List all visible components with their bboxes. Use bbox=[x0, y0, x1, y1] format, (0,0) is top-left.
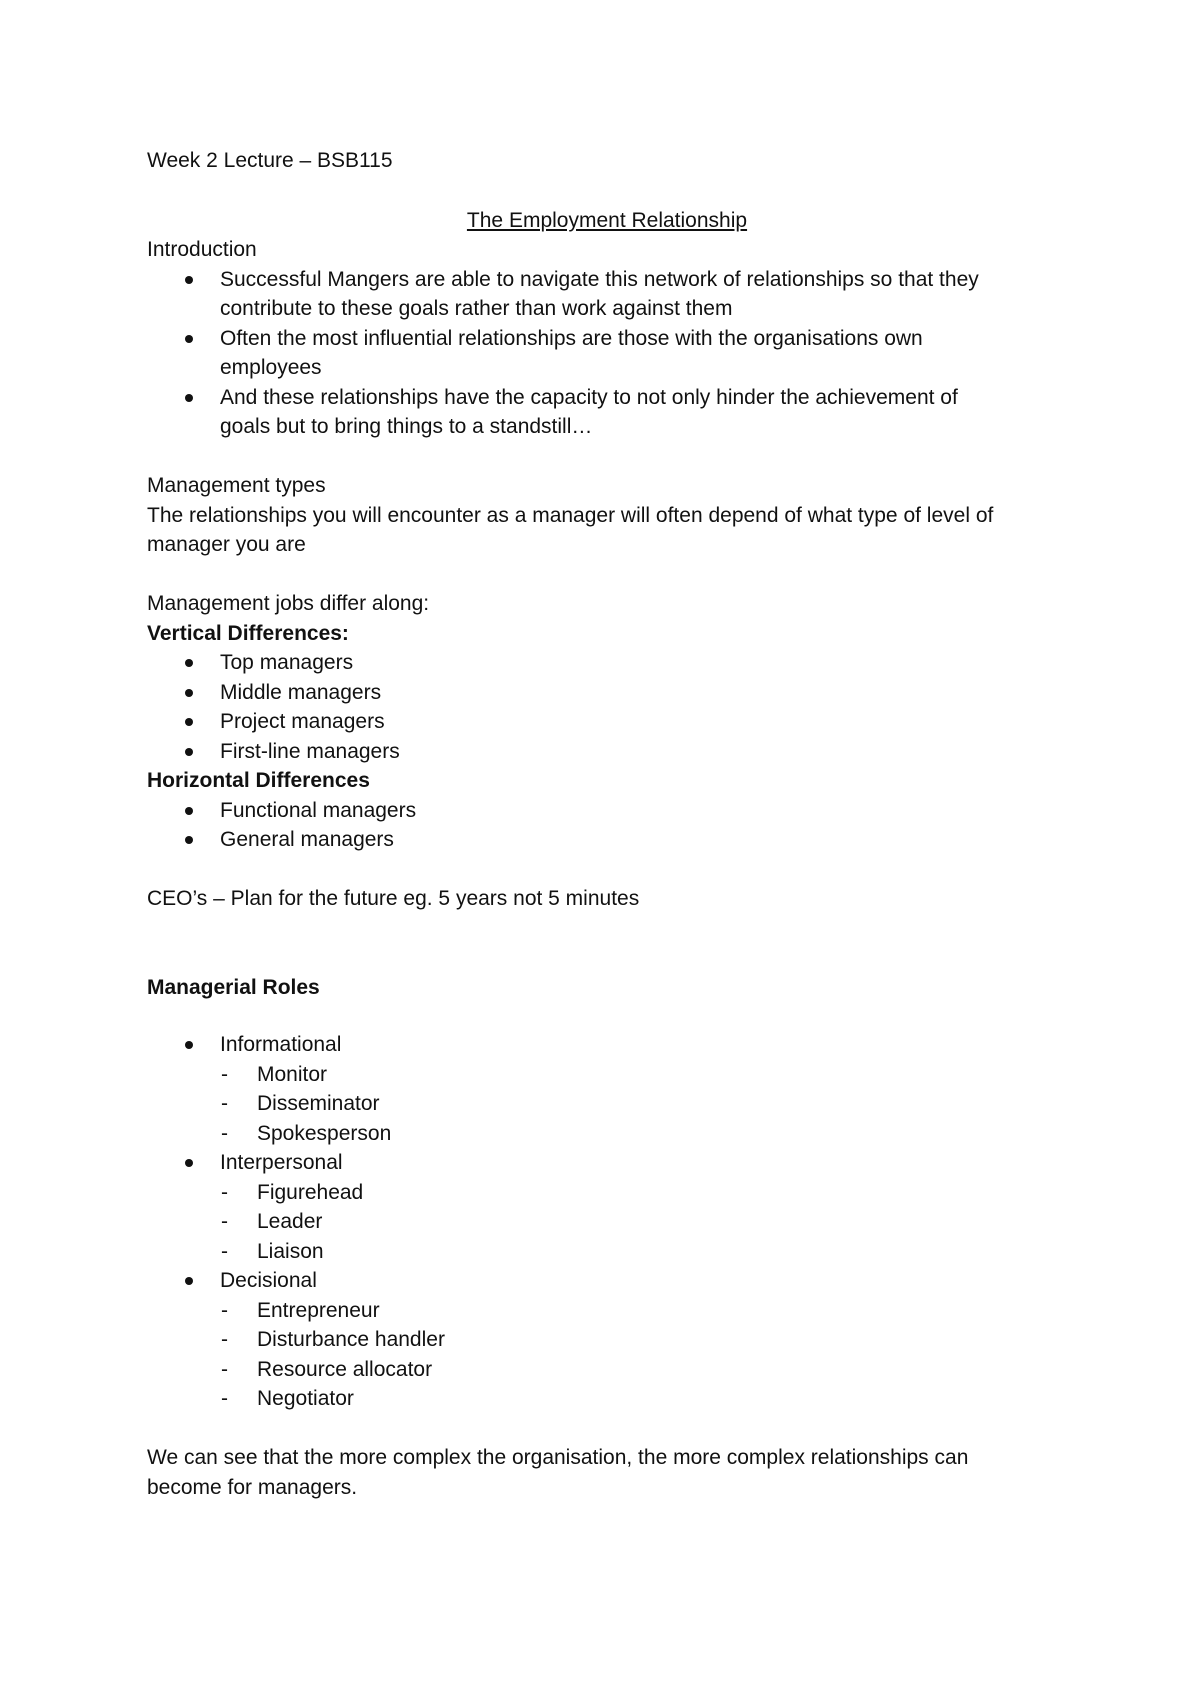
document-page bbox=[147, 146, 1067, 1502]
intro-heading: Introduction bbox=[147, 238, 257, 261]
role-sublist bbox=[147, 1060, 1067, 1149]
role-group-label: Informational bbox=[220, 1033, 342, 1056]
conclusion-line: become for managers. bbox=[147, 1475, 358, 1499]
spacer bbox=[147, 855, 1067, 885]
horizontal-list bbox=[147, 796, 1067, 855]
role-item: - Monitor bbox=[147, 1060, 1067, 1090]
list-item: Functional managers bbox=[147, 796, 1067, 826]
spacer bbox=[147, 914, 1067, 973]
role-item: - Figurehead bbox=[147, 1178, 1067, 1208]
vertical-differences-heading: Vertical Differences: bbox=[147, 621, 349, 645]
roles-list bbox=[147, 1266, 1067, 1296]
intro-bullet bbox=[147, 324, 1067, 383]
intro-bullet bbox=[147, 265, 1067, 324]
differ-line: Management jobs differ along: bbox=[147, 592, 430, 615]
spacer bbox=[147, 1002, 1067, 1030]
vertical-list bbox=[147, 648, 1067, 766]
list-item: Middle managers bbox=[147, 678, 1067, 708]
document-title-row bbox=[147, 206, 1067, 236]
bullet-line: Often the most influential relationships are those with the organisations own bbox=[220, 326, 923, 350]
role-group bbox=[147, 1266, 1067, 1296]
management-types-heading: Management types bbox=[147, 474, 326, 497]
bullet-line: contribute to these goals rather than work against them bbox=[220, 297, 733, 320]
horizontal-differences-heading: Horizontal Differences bbox=[147, 769, 370, 792]
role-item: - Liaison bbox=[147, 1237, 1067, 1267]
roles-list bbox=[147, 1030, 1067, 1060]
spacer bbox=[147, 442, 1067, 472]
intro-bullet-list bbox=[147, 265, 1067, 442]
spacer bbox=[147, 560, 1067, 590]
bullet-line: And these relationships have the capacity to not only hinder the achievement of bbox=[220, 385, 958, 409]
bullet-line: employees bbox=[220, 356, 322, 379]
role-item: - Disseminator bbox=[147, 1089, 1067, 1119]
role-item: - Disturbance handler bbox=[147, 1325, 1067, 1355]
paragraph-line: manager you are bbox=[147, 533, 306, 556]
role-item: - Negotiator bbox=[147, 1384, 1067, 1414]
bullet-line: goals but to bring things to a standstill… bbox=[220, 415, 593, 438]
roles-list bbox=[147, 1148, 1067, 1178]
conclusion-line: We can see that the more complex the organisation, the more complex relationships can bbox=[147, 1446, 969, 1469]
list-item: Project managers bbox=[147, 707, 1067, 737]
role-item: - Entrepreneur bbox=[147, 1296, 1067, 1326]
document-title: The Employment Relationship bbox=[466, 208, 748, 232]
role-group bbox=[147, 1148, 1067, 1178]
bullet-line: Successful Mangers are able to navigate this network of relationships so that they bbox=[220, 267, 979, 291]
role-item: - Resource allocator bbox=[147, 1355, 1067, 1385]
course-line: Week 2 Lecture – BSB115 bbox=[147, 149, 393, 172]
intro-bullet bbox=[147, 383, 1067, 442]
list-item: First-line managers bbox=[147, 737, 1067, 767]
role-group bbox=[147, 1030, 1067, 1060]
list-item: Top managers bbox=[147, 648, 1067, 678]
managerial-roles-heading: Managerial Roles bbox=[147, 975, 320, 999]
role-group-label: Interpersonal bbox=[220, 1151, 343, 1174]
ceo-line: CEO’s – Plan for the future eg. 5 years not 5 minutes bbox=[147, 887, 640, 910]
role-item: - Leader bbox=[147, 1207, 1067, 1237]
role-item: - Spokesperson bbox=[147, 1119, 1067, 1149]
spacer bbox=[147, 1414, 1067, 1444]
role-group-label: Decisional bbox=[220, 1269, 317, 1292]
role-sublist bbox=[147, 1178, 1067, 1267]
list-item: General managers bbox=[147, 825, 1067, 855]
role-sublist bbox=[147, 1296, 1067, 1414]
paragraph-line: The relationships you will encounter as a manager will often depend of what type of level of bbox=[147, 503, 994, 527]
